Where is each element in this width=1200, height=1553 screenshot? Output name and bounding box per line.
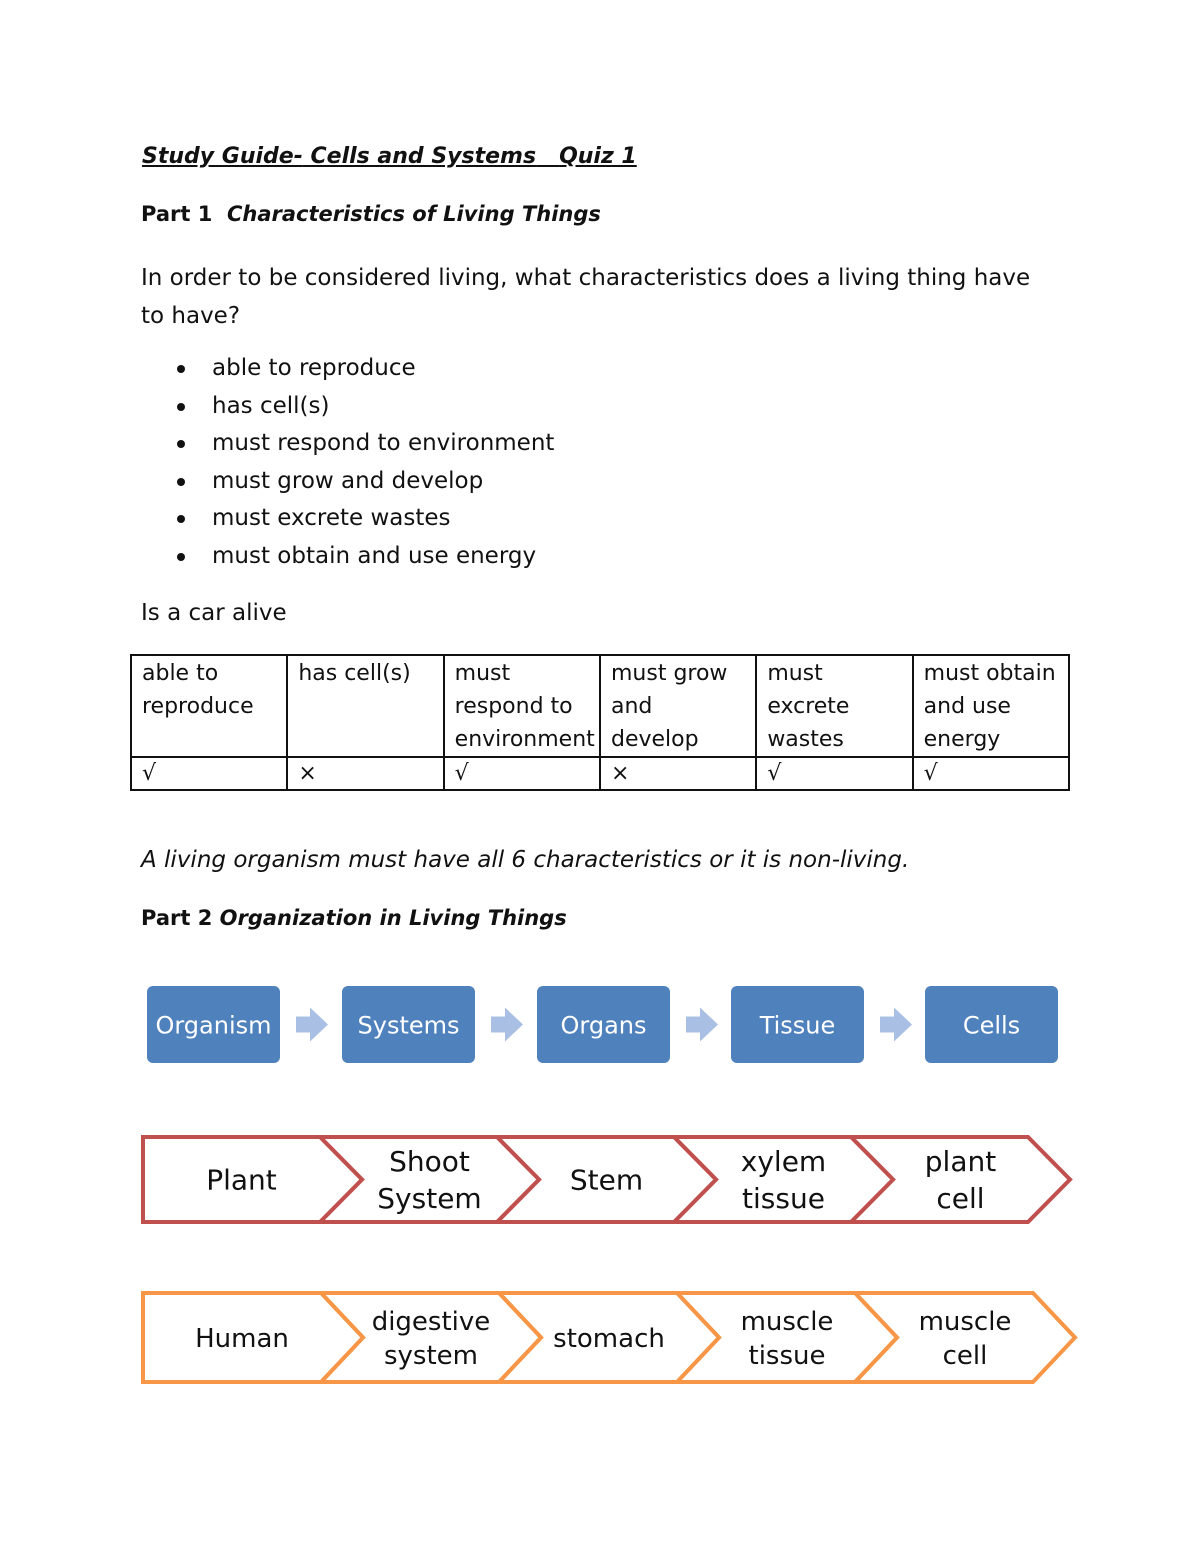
chevron-label: muscle: [918, 1306, 1012, 1337]
right-arrow-icon: [686, 1008, 718, 1042]
chevron-label: cell: [936, 1182, 985, 1216]
chevron-label: xylem: [740, 1145, 827, 1179]
level-label: Organism: [155, 1011, 272, 1040]
right-arrow-icon: [880, 1008, 912, 1042]
level-label: Cells: [962, 1011, 1021, 1040]
chevron-label: Plant: [206, 1163, 277, 1197]
part2-title: Organization in Living Things: [219, 906, 567, 930]
car-question: Is a car alive: [141, 600, 287, 626]
chevron-label: Stem: [569, 1163, 644, 1197]
part1-label: Part 1: [141, 202, 213, 226]
right-arrow-icon: [296, 1008, 328, 1042]
header-line: and develop: [610, 694, 699, 752]
title-study-guide: Study Guide-: [142, 144, 303, 169]
list-item-text: must excrete wastes: [212, 505, 451, 532]
mark-cell: √: [756, 757, 912, 790]
chevron-label: cell: [942, 1340, 988, 1371]
title-quiz: Quiz 1: [559, 144, 637, 169]
list-item-text: has cell(s): [212, 392, 330, 419]
chevron-label: muscle: [740, 1306, 834, 1337]
list-item-text: must obtain and use energy: [212, 542, 537, 569]
part1-title: Characteristics of Living Things: [226, 202, 601, 226]
chevron-label: system: [384, 1340, 478, 1371]
chevron-label: plant: [924, 1145, 997, 1179]
mark-cell: √: [913, 757, 1069, 790]
part2-label: Part 2: [141, 906, 213, 930]
list-item-text: must grow and develop: [212, 467, 484, 494]
title-topic: Cells and Systems: [310, 144, 537, 169]
living-question: In order to be considered living, what characteristics does a living thing have to have?: [141, 265, 1031, 329]
mark-cell: ×: [600, 757, 756, 790]
header-line: must grow: [610, 661, 728, 686]
header-line: must: [767, 661, 823, 686]
chevron-label: digestive: [371, 1306, 491, 1337]
chevron-label: tissue: [748, 1340, 826, 1371]
header-line: respond to: [454, 694, 573, 719]
header-line: able to: [142, 661, 219, 686]
chevron-label: tissue: [742, 1182, 825, 1216]
levels-flow: [147, 986, 1058, 1063]
header-line: energy: [923, 727, 1001, 752]
header-line: must obtain: [923, 661, 1056, 686]
header-line: and use: [923, 694, 1011, 719]
header-line: has cell(s): [298, 661, 411, 686]
mark-cell: √: [444, 757, 600, 790]
level-label: Tissue: [759, 1011, 836, 1040]
header-line: wastes: [767, 727, 844, 752]
list-item-text: must respond to environment: [212, 430, 555, 457]
chevron-label: Shoot: [389, 1145, 470, 1179]
mark-cell: ×: [287, 757, 443, 790]
header-line: excrete: [767, 694, 850, 719]
level-label: Organs: [560, 1011, 647, 1040]
chevron-label: System: [377, 1182, 482, 1216]
list-item-text: able to reproduce: [212, 355, 416, 381]
header-line: environment: [454, 727, 595, 752]
mark-cell: √: [131, 757, 287, 790]
human-chevron-flow: [143, 1293, 1075, 1382]
right-arrow-icon: [491, 1008, 523, 1042]
level-label: Systems: [357, 1011, 460, 1040]
living-statement: A living organism must have all 6 characteristics or it is non-living.: [141, 847, 910, 873]
plant-chevron-flow: [143, 1137, 1070, 1222]
header-line: must: [454, 661, 511, 686]
header-line: reproduce: [142, 694, 254, 719]
chevron-label: Human: [195, 1323, 289, 1354]
chevron-label: stomach: [553, 1323, 665, 1354]
